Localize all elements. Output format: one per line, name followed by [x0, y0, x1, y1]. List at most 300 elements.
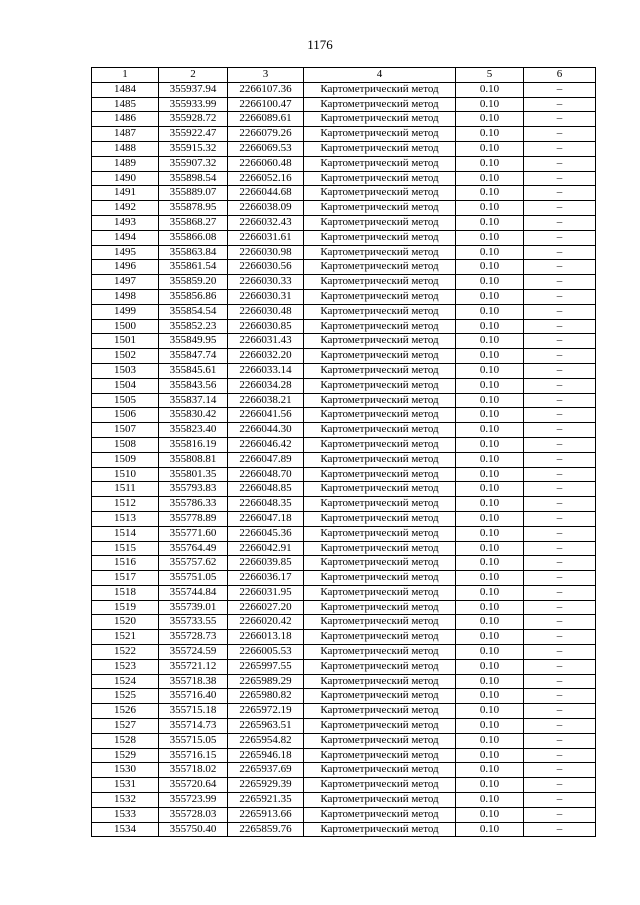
method-cell: Картометрический метод — [304, 141, 456, 156]
note-cell: – — [524, 275, 596, 290]
table-row — [92, 230, 596, 245]
accuracy-cell: 0.10 — [456, 645, 524, 660]
accuracy-cell: 0.10 — [456, 245, 524, 260]
accuracy-cell: 0.10 — [456, 97, 524, 112]
method-cell: Картометрический метод — [304, 541, 456, 556]
table-row — [92, 733, 596, 748]
x-coordinate-cell: 355778.89 — [159, 511, 228, 526]
x-coordinate-cell: 355878.95 — [159, 201, 228, 216]
note-cell: – — [524, 423, 596, 438]
table-row — [92, 467, 596, 482]
table-row — [92, 378, 596, 393]
y-coordinate-cell: 2266052.16 — [228, 171, 304, 186]
note-cell: – — [524, 763, 596, 778]
accuracy-cell: 0.10 — [456, 112, 524, 127]
point-number-cell: 1520 — [92, 615, 159, 630]
point-number-cell: 1504 — [92, 378, 159, 393]
point-number-cell: 1523 — [92, 659, 159, 674]
y-coordinate-cell: 2265859.76 — [228, 822, 304, 837]
method-cell: Картометрический метод — [304, 201, 456, 216]
accuracy-cell: 0.10 — [456, 201, 524, 216]
note-cell: – — [524, 733, 596, 748]
table-row — [92, 482, 596, 497]
accuracy-cell: 0.10 — [456, 378, 524, 393]
accuracy-cell: 0.10 — [456, 393, 524, 408]
point-number-cell: 1497 — [92, 275, 159, 290]
y-coordinate-cell: 2266039.85 — [228, 556, 304, 571]
x-coordinate-cell: 355933.99 — [159, 97, 228, 112]
point-number-cell: 1512 — [92, 497, 159, 512]
table-row — [92, 215, 596, 230]
accuracy-cell: 0.10 — [456, 585, 524, 600]
method-cell: Картометрический метод — [304, 171, 456, 186]
y-coordinate-cell: 2265929.39 — [228, 778, 304, 793]
x-coordinate-cell: 355937.94 — [159, 82, 228, 97]
x-coordinate-cell: 355843.56 — [159, 378, 228, 393]
point-number-cell: 1522 — [92, 645, 159, 660]
method-cell: Картометрический метод — [304, 408, 456, 423]
method-cell: Картометрический метод — [304, 260, 456, 275]
y-coordinate-cell: 2266031.43 — [228, 334, 304, 349]
method-cell: Картометрический метод — [304, 230, 456, 245]
table-row — [92, 186, 596, 201]
accuracy-cell: 0.10 — [456, 82, 524, 97]
note-cell: – — [524, 230, 596, 245]
table-row — [92, 497, 596, 512]
accuracy-cell: 0.10 — [456, 171, 524, 186]
method-cell: Картометрический метод — [304, 511, 456, 526]
x-coordinate-cell: 355714.73 — [159, 719, 228, 734]
point-number-cell: 1494 — [92, 230, 159, 245]
point-number-cell: 1521 — [92, 630, 159, 645]
y-coordinate-cell: 2266030.33 — [228, 275, 304, 290]
table-row — [92, 600, 596, 615]
point-number-cell: 1485 — [92, 97, 159, 112]
point-number-cell: 1517 — [92, 571, 159, 586]
method-cell: Картометрический метод — [304, 497, 456, 512]
accuracy-cell: 0.10 — [456, 156, 524, 171]
point-number-cell: 1507 — [92, 423, 159, 438]
accuracy-cell: 0.10 — [456, 141, 524, 156]
accuracy-cell: 0.10 — [456, 733, 524, 748]
note-cell: – — [524, 511, 596, 526]
x-coordinate-cell: 355816.19 — [159, 437, 228, 452]
y-coordinate-cell: 2266032.43 — [228, 215, 304, 230]
y-coordinate-cell: 2265913.66 — [228, 807, 304, 822]
method-cell: Картометрический метод — [304, 127, 456, 142]
method-cell: Картометрический метод — [304, 748, 456, 763]
y-coordinate-cell: 2266048.85 — [228, 482, 304, 497]
table-row — [92, 704, 596, 719]
accuracy-cell: 0.10 — [456, 304, 524, 319]
method-cell: Картометрический метод — [304, 437, 456, 452]
table-row — [92, 645, 596, 660]
y-coordinate-cell: 2265997.55 — [228, 659, 304, 674]
note-cell: – — [524, 615, 596, 630]
y-coordinate-cell: 2265980.82 — [228, 689, 304, 704]
method-cell: Картометрический метод — [304, 97, 456, 112]
method-cell: Картометрический метод — [304, 689, 456, 704]
note-cell: – — [524, 378, 596, 393]
table-row — [92, 97, 596, 112]
point-number-cell: 1528 — [92, 733, 159, 748]
note-cell: – — [524, 304, 596, 319]
method-cell: Картометрический метод — [304, 585, 456, 600]
x-coordinate-cell: 355849.95 — [159, 334, 228, 349]
accuracy-cell: 0.10 — [456, 541, 524, 556]
accuracy-cell: 0.10 — [456, 437, 524, 452]
table-row — [92, 452, 596, 467]
table-row — [92, 245, 596, 260]
x-coordinate-cell: 355915.32 — [159, 141, 228, 156]
note-cell: – — [524, 334, 596, 349]
table-row — [92, 363, 596, 378]
y-coordinate-cell: 2266069.53 — [228, 141, 304, 156]
accuracy-cell: 0.10 — [456, 674, 524, 689]
point-number-cell: 1519 — [92, 600, 159, 615]
point-number-cell: 1518 — [92, 585, 159, 600]
x-coordinate-cell: 355757.62 — [159, 556, 228, 571]
y-coordinate-cell: 2266044.68 — [228, 186, 304, 201]
table-row — [92, 437, 596, 452]
note-cell: – — [524, 393, 596, 408]
method-cell: Картометрический метод — [304, 719, 456, 734]
accuracy-cell: 0.10 — [456, 215, 524, 230]
x-coordinate-cell: 355837.14 — [159, 393, 228, 408]
note-cell: – — [524, 437, 596, 452]
accuracy-cell: 0.10 — [456, 452, 524, 467]
table-row — [92, 719, 596, 734]
accuracy-cell: 0.10 — [456, 363, 524, 378]
point-number-cell: 1495 — [92, 245, 159, 260]
point-number-cell: 1513 — [92, 511, 159, 526]
note-cell: – — [524, 497, 596, 512]
x-coordinate-cell: 355866.08 — [159, 230, 228, 245]
table-header — [92, 68, 596, 83]
accuracy-cell: 0.10 — [456, 467, 524, 482]
y-coordinate-cell: 2265921.35 — [228, 793, 304, 808]
note-cell: – — [524, 600, 596, 615]
table-row — [92, 408, 596, 423]
method-cell: Картометрический метод — [304, 467, 456, 482]
accuracy-cell: 0.10 — [456, 822, 524, 837]
method-cell: Картометрический метод — [304, 393, 456, 408]
accuracy-cell: 0.10 — [456, 571, 524, 586]
method-cell: Картометрический метод — [304, 423, 456, 438]
x-coordinate-cell: 355739.01 — [159, 600, 228, 615]
method-cell: Картометрический метод — [304, 704, 456, 719]
y-coordinate-cell: 2266020.42 — [228, 615, 304, 630]
y-coordinate-cell: 2265989.29 — [228, 674, 304, 689]
x-coordinate-cell: 355716.40 — [159, 689, 228, 704]
point-number-cell: 1499 — [92, 304, 159, 319]
accuracy-cell: 0.10 — [456, 556, 524, 571]
method-cell: Картометрический метод — [304, 304, 456, 319]
table-row — [92, 615, 596, 630]
point-number-cell: 1527 — [92, 719, 159, 734]
x-coordinate-cell: 355720.64 — [159, 778, 228, 793]
note-cell: – — [524, 112, 596, 127]
accuracy-cell: 0.10 — [456, 497, 524, 512]
note-cell: – — [524, 349, 596, 364]
x-coordinate-cell: 355723.99 — [159, 793, 228, 808]
note-cell: – — [524, 215, 596, 230]
point-number-cell: 1510 — [92, 467, 159, 482]
accuracy-cell: 0.10 — [456, 127, 524, 142]
header-row — [92, 68, 596, 83]
column-header-5: 5 — [456, 68, 524, 83]
accuracy-cell: 0.10 — [456, 349, 524, 364]
column-header-3: 3 — [228, 68, 304, 83]
note-cell: – — [524, 689, 596, 704]
table-row — [92, 571, 596, 586]
y-coordinate-cell: 2266038.21 — [228, 393, 304, 408]
table-row — [92, 423, 596, 438]
table-row — [92, 112, 596, 127]
point-number-cell: 1505 — [92, 393, 159, 408]
method-cell: Картометрический метод — [304, 319, 456, 334]
table-row — [92, 171, 596, 186]
method-cell: Картометрический метод — [304, 763, 456, 778]
x-coordinate-cell: 355823.40 — [159, 423, 228, 438]
x-coordinate-cell: 355907.32 — [159, 156, 228, 171]
accuracy-cell: 0.10 — [456, 230, 524, 245]
y-coordinate-cell: 2266060.48 — [228, 156, 304, 171]
point-number-cell: 1492 — [92, 201, 159, 216]
point-number-cell: 1515 — [92, 541, 159, 556]
x-coordinate-cell: 355716.15 — [159, 748, 228, 763]
y-coordinate-cell: 2266038.09 — [228, 201, 304, 216]
method-cell: Картометрический метод — [304, 778, 456, 793]
table-row — [92, 585, 596, 600]
method-cell: Картометрический метод — [304, 186, 456, 201]
note-cell: – — [524, 704, 596, 719]
table-row — [92, 260, 596, 275]
x-coordinate-cell: 355830.42 — [159, 408, 228, 423]
x-coordinate-cell: 355889.07 — [159, 186, 228, 201]
table-row — [92, 807, 596, 822]
x-coordinate-cell: 355718.02 — [159, 763, 228, 778]
x-coordinate-cell: 355724.59 — [159, 645, 228, 660]
accuracy-cell: 0.10 — [456, 704, 524, 719]
note-cell: – — [524, 793, 596, 808]
y-coordinate-cell: 2265946.18 — [228, 748, 304, 763]
note-cell: – — [524, 467, 596, 482]
x-coordinate-cell: 355801.35 — [159, 467, 228, 482]
note-cell: – — [524, 260, 596, 275]
method-cell: Картометрический метод — [304, 275, 456, 290]
table-row — [92, 793, 596, 808]
x-coordinate-cell: 355922.47 — [159, 127, 228, 142]
y-coordinate-cell: 2266030.48 — [228, 304, 304, 319]
y-coordinate-cell: 2266048.35 — [228, 497, 304, 512]
point-number-cell: 1514 — [92, 526, 159, 541]
x-coordinate-cell: 355786.33 — [159, 497, 228, 512]
x-coordinate-cell: 355715.05 — [159, 733, 228, 748]
method-cell: Картометрический метод — [304, 600, 456, 615]
table-row — [92, 822, 596, 837]
x-coordinate-cell: 355859.20 — [159, 275, 228, 290]
table-row — [92, 763, 596, 778]
x-coordinate-cell: 355808.81 — [159, 452, 228, 467]
y-coordinate-cell: 2266030.31 — [228, 289, 304, 304]
accuracy-cell: 0.10 — [456, 482, 524, 497]
point-number-cell: 1489 — [92, 156, 159, 171]
table-row — [92, 674, 596, 689]
y-coordinate-cell: 2266032.20 — [228, 349, 304, 364]
y-coordinate-cell: 2266031.95 — [228, 585, 304, 600]
point-number-cell: 1509 — [92, 452, 159, 467]
note-cell: – — [524, 556, 596, 571]
accuracy-cell: 0.10 — [456, 719, 524, 734]
note-cell: – — [524, 645, 596, 660]
x-coordinate-cell: 355744.84 — [159, 585, 228, 600]
x-coordinate-cell: 355845.61 — [159, 363, 228, 378]
note-cell: – — [524, 585, 596, 600]
y-coordinate-cell: 2266030.85 — [228, 319, 304, 334]
column-header-2: 2 — [159, 68, 228, 83]
table-row — [92, 201, 596, 216]
table-row — [92, 689, 596, 704]
point-number-cell: 1488 — [92, 141, 159, 156]
note-cell: – — [524, 822, 596, 837]
accuracy-cell: 0.10 — [456, 511, 524, 526]
table-row — [92, 526, 596, 541]
accuracy-cell: 0.10 — [456, 659, 524, 674]
y-coordinate-cell: 2266047.18 — [228, 511, 304, 526]
table-row — [92, 556, 596, 571]
y-coordinate-cell: 2265954.82 — [228, 733, 304, 748]
x-coordinate-cell: 355861.54 — [159, 260, 228, 275]
x-coordinate-cell: 355868.27 — [159, 215, 228, 230]
coordinates-table — [91, 67, 596, 837]
x-coordinate-cell: 355728.03 — [159, 807, 228, 822]
table-row — [92, 659, 596, 674]
x-coordinate-cell: 355928.72 — [159, 112, 228, 127]
point-number-cell: 1493 — [92, 215, 159, 230]
y-coordinate-cell: 2266046.42 — [228, 437, 304, 452]
y-coordinate-cell: 2266107.36 — [228, 82, 304, 97]
point-number-cell: 1531 — [92, 778, 159, 793]
y-coordinate-cell: 2266089.61 — [228, 112, 304, 127]
x-coordinate-cell: 355856.86 — [159, 289, 228, 304]
table-row — [92, 156, 596, 171]
method-cell: Картометрический метод — [304, 733, 456, 748]
accuracy-cell: 0.10 — [456, 763, 524, 778]
x-coordinate-cell: 355847.74 — [159, 349, 228, 364]
y-coordinate-cell: 2266079.26 — [228, 127, 304, 142]
table-row — [92, 748, 596, 763]
note-cell: – — [524, 127, 596, 142]
x-coordinate-cell: 355718.38 — [159, 674, 228, 689]
note-cell: – — [524, 319, 596, 334]
y-coordinate-cell: 2266031.61 — [228, 230, 304, 245]
point-number-cell: 1506 — [92, 408, 159, 423]
table-body — [92, 82, 596, 837]
column-header-1: 1 — [92, 68, 159, 83]
note-cell: – — [524, 571, 596, 586]
point-number-cell: 1511 — [92, 482, 159, 497]
y-coordinate-cell: 2266036.17 — [228, 571, 304, 586]
point-number-cell: 1508 — [92, 437, 159, 452]
y-coordinate-cell: 2265937.69 — [228, 763, 304, 778]
accuracy-cell: 0.10 — [456, 319, 524, 334]
table-row — [92, 778, 596, 793]
method-cell: Картометрический метод — [304, 289, 456, 304]
method-cell: Картометрический метод — [304, 245, 456, 260]
y-coordinate-cell: 2266033.14 — [228, 363, 304, 378]
note-cell: – — [524, 630, 596, 645]
point-number-cell: 1530 — [92, 763, 159, 778]
point-number-cell: 1529 — [92, 748, 159, 763]
method-cell: Картометрический метод — [304, 156, 456, 171]
x-coordinate-cell: 355863.84 — [159, 245, 228, 260]
method-cell: Картометрический метод — [304, 556, 456, 571]
point-number-cell: 1484 — [92, 82, 159, 97]
table-row — [92, 304, 596, 319]
x-coordinate-cell: 355898.54 — [159, 171, 228, 186]
y-coordinate-cell: 2265963.51 — [228, 719, 304, 734]
point-number-cell: 1503 — [92, 363, 159, 378]
method-cell: Картометрический метод — [304, 112, 456, 127]
accuracy-cell: 0.10 — [456, 793, 524, 808]
note-cell: – — [524, 289, 596, 304]
note-cell: – — [524, 482, 596, 497]
table-row — [92, 393, 596, 408]
note-cell: – — [524, 408, 596, 423]
table-row — [92, 319, 596, 334]
accuracy-cell: 0.10 — [456, 600, 524, 615]
point-number-cell: 1486 — [92, 112, 159, 127]
table-row — [92, 275, 596, 290]
accuracy-cell: 0.10 — [456, 630, 524, 645]
point-number-cell: 1525 — [92, 689, 159, 704]
y-coordinate-cell: 2266100.47 — [228, 97, 304, 112]
note-cell: – — [524, 748, 596, 763]
y-coordinate-cell: 2266047.89 — [228, 452, 304, 467]
method-cell: Картометрический метод — [304, 659, 456, 674]
y-coordinate-cell: 2266030.98 — [228, 245, 304, 260]
note-cell: – — [524, 719, 596, 734]
accuracy-cell: 0.10 — [456, 289, 524, 304]
y-coordinate-cell: 2266041.56 — [228, 408, 304, 423]
method-cell: Картометрический метод — [304, 363, 456, 378]
accuracy-cell: 0.10 — [456, 615, 524, 630]
note-cell: – — [524, 186, 596, 201]
method-cell: Картометрический метод — [304, 822, 456, 837]
y-coordinate-cell: 2266005.53 — [228, 645, 304, 660]
x-coordinate-cell: 355771.60 — [159, 526, 228, 541]
accuracy-cell: 0.10 — [456, 423, 524, 438]
y-coordinate-cell: 2266044.30 — [228, 423, 304, 438]
point-number-cell: 1498 — [92, 289, 159, 304]
accuracy-cell: 0.10 — [456, 275, 524, 290]
method-cell: Картометрический метод — [304, 334, 456, 349]
table-row — [92, 334, 596, 349]
note-cell: – — [524, 82, 596, 97]
method-cell: Картометрический метод — [304, 452, 456, 467]
table-row — [92, 349, 596, 364]
table-row — [92, 630, 596, 645]
accuracy-cell: 0.10 — [456, 186, 524, 201]
accuracy-cell: 0.10 — [456, 260, 524, 275]
x-coordinate-cell: 355854.54 — [159, 304, 228, 319]
method-cell: Картометрический метод — [304, 615, 456, 630]
table-row — [92, 141, 596, 156]
method-cell: Картометрический метод — [304, 482, 456, 497]
x-coordinate-cell: 355721.12 — [159, 659, 228, 674]
method-cell: Картометрический метод — [304, 793, 456, 808]
